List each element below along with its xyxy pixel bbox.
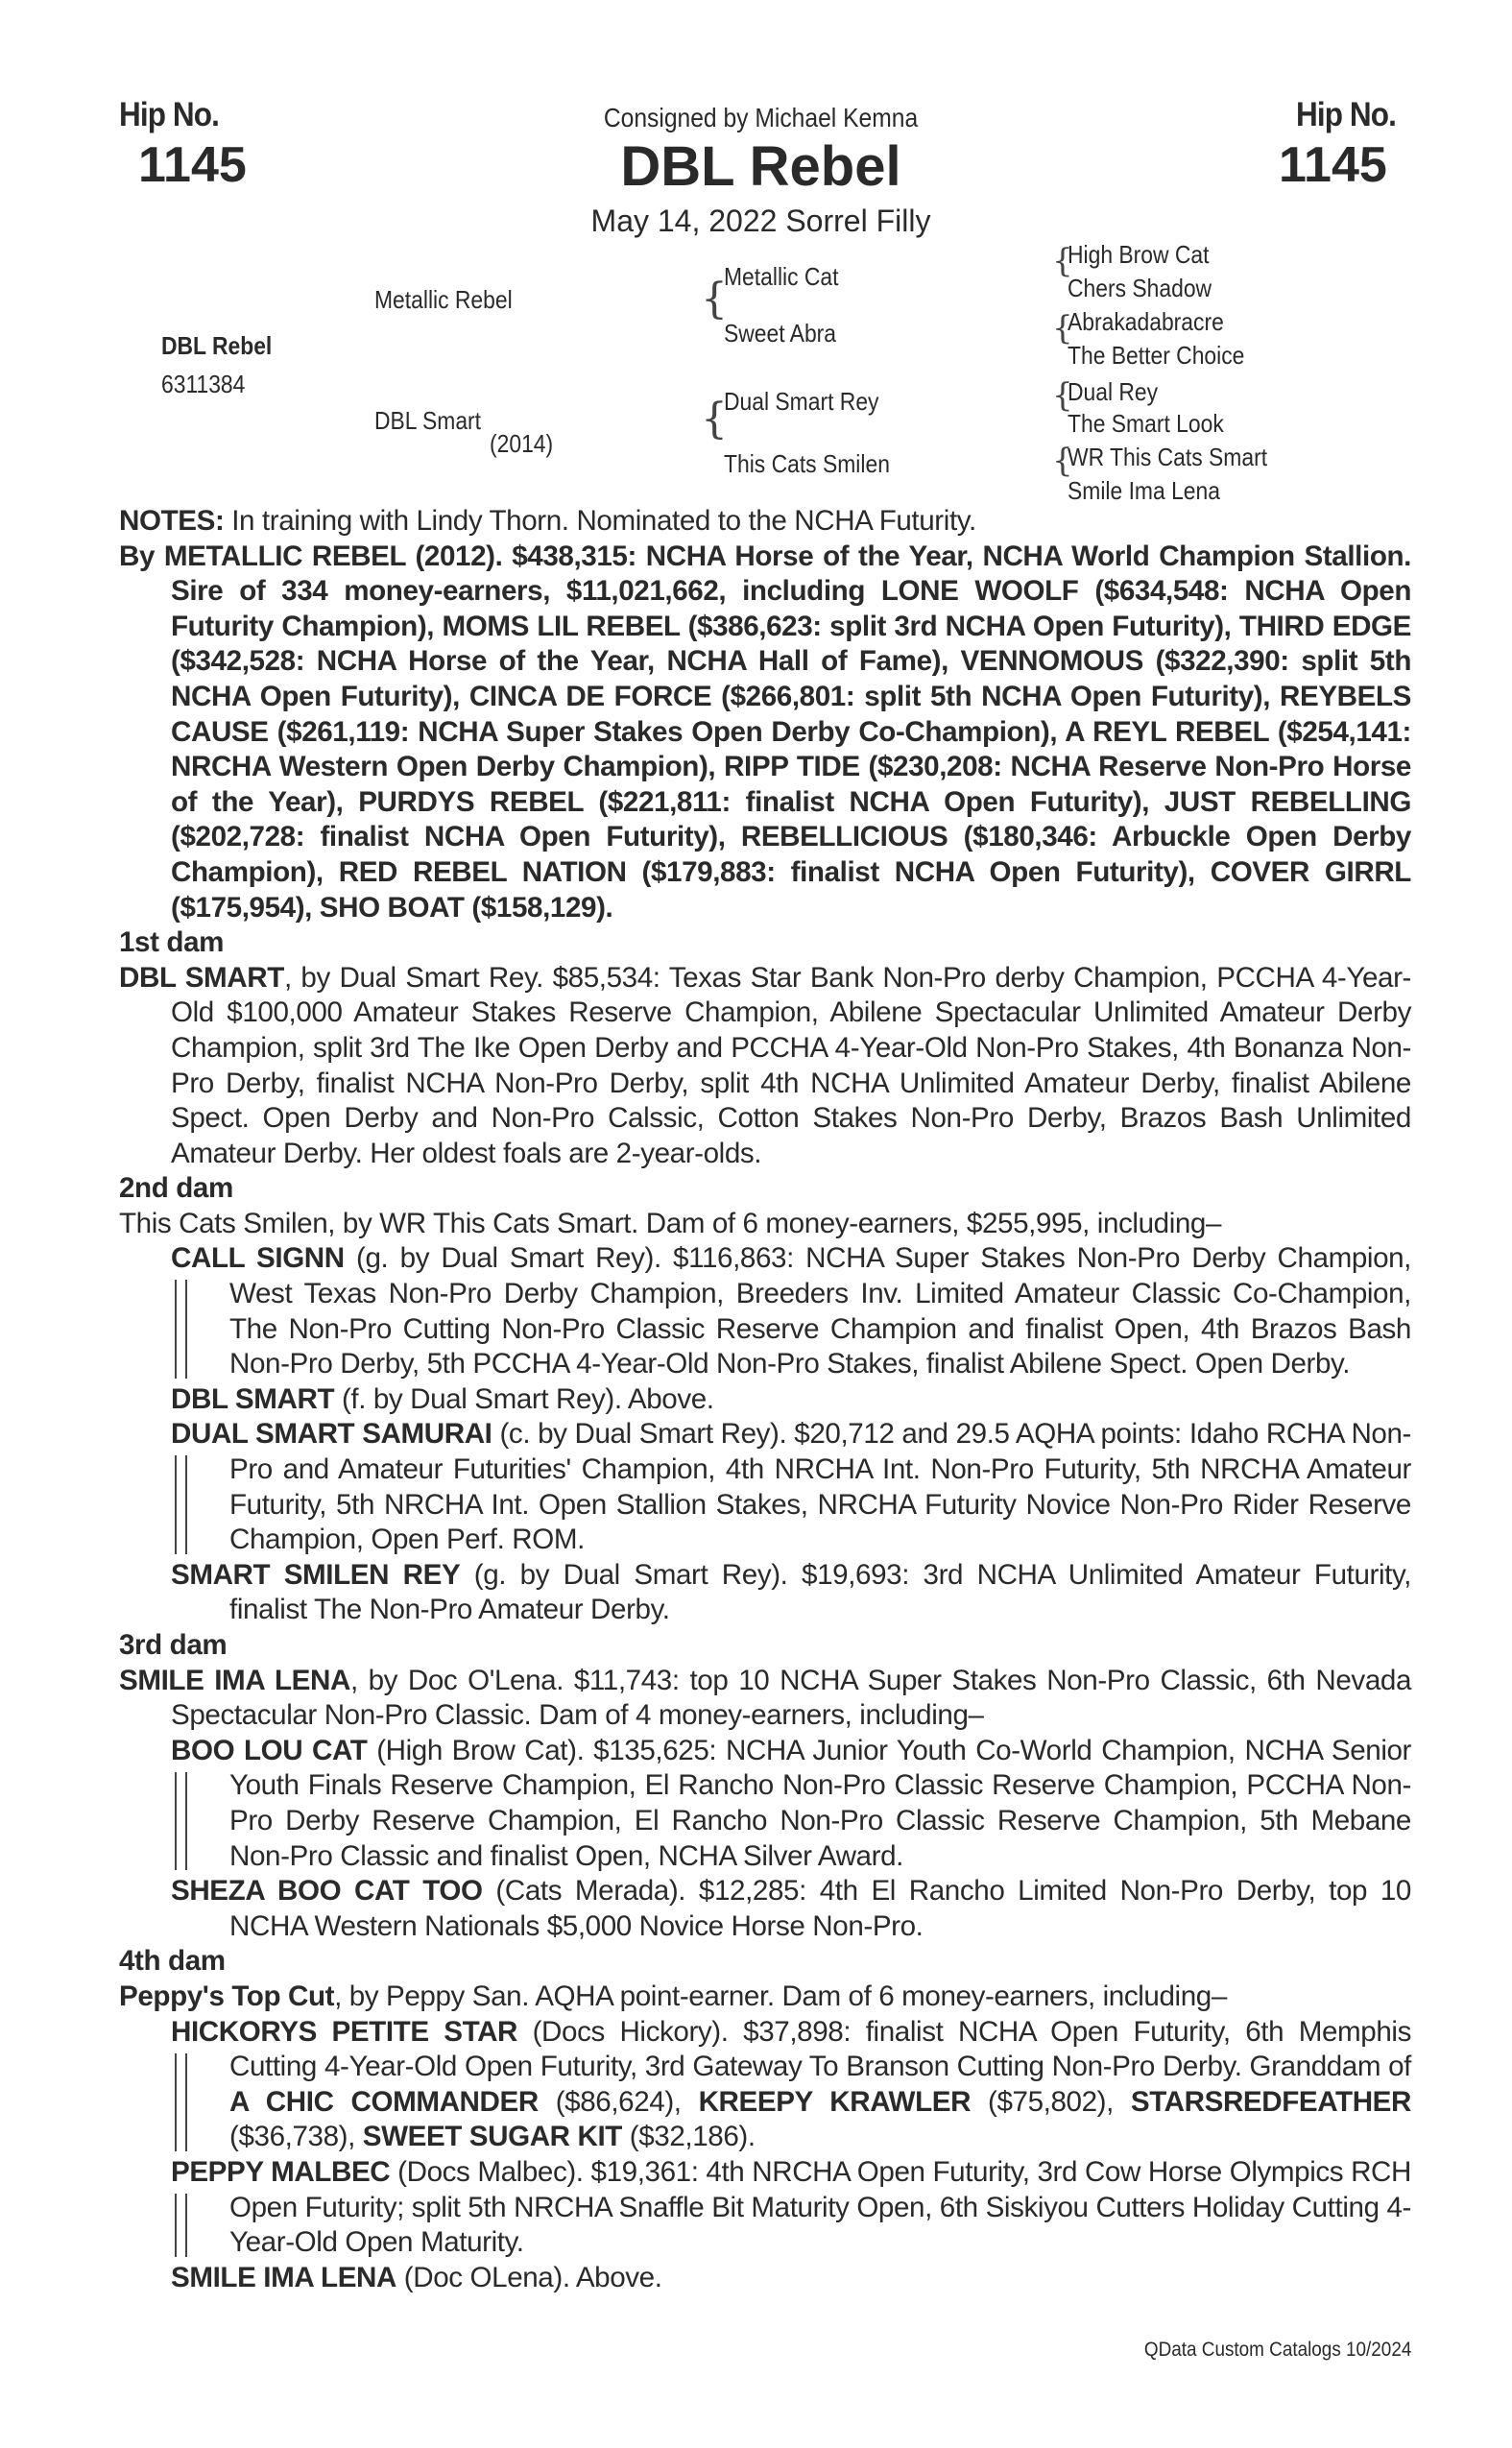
pedigree-g3: Abrakadabracre xyxy=(1068,307,1224,336)
produce-entry xyxy=(119,2261,1411,2296)
produce-name: SMILE IMA LENA xyxy=(171,2261,396,2293)
produce-text: (g. by Dual Smart Rey). $116,863: NCHA Super Stakes Non-Pro Derby Champion, West Texas Non-Pro Derby Champion, Breeders Inv. Limited Amateur Classic Co-Champion, The Non-Pro Cutting Non-Pro Classic Reserve Champion and finalist Open, 4th Brazos Bash Non-Pro Derby, 5th PCCHA 4-Year-Old Non-Pro Stakes, finalist Abilene Spect. Open Derby. xyxy=(229,1242,1412,1380)
registration-number: 6311384 xyxy=(161,370,246,398)
granddam-progeny-text: ($32,186). xyxy=(621,2121,756,2153)
third-dam-name: SMILE IMA LENA xyxy=(119,1664,350,1696)
fourth-dam-entry xyxy=(119,1980,1411,2015)
produce-entry xyxy=(119,2015,1411,2155)
brace-dam: { xyxy=(701,395,728,444)
produce-bar xyxy=(175,2194,187,2257)
pedigree-sire-dam: Sweet Abra xyxy=(724,319,837,348)
brace-g4: { xyxy=(1052,442,1073,480)
produce-bar xyxy=(175,2053,187,2151)
fourth-dam-text: , by Peppy San. AQHA point-earner. Dam of 6 money-earners, including– xyxy=(334,1980,1227,2012)
first-dam-name: DBL SMART xyxy=(119,961,284,994)
granddam-progeny-text: ($75,802), xyxy=(971,2085,1131,2118)
produce-text: (Docs Hickory). $37,898: finalist NCHA Open Futurity, 6th Memphis Cutting 4-Year-Old Open Futurity, 3rd Gateway To Branson Cutting Non-Pro Derby. Granddam of xyxy=(229,2015,1411,2083)
second-dam-intro: This Cats Smilen, by WR This Cats Smart. Dam of 6 money-earners, $255,995, including– xyxy=(119,1207,1222,1239)
hip-number-right: 1145 xyxy=(1279,137,1387,193)
pedigree-sire-sire: Metallic Cat xyxy=(724,262,839,291)
foaling-info: May 14, 2022 Sorrel Filly xyxy=(590,204,931,238)
granddam-progeny-text: ($86,624), xyxy=(538,2085,699,2118)
produce-text: (f. by Dual Smart Rey). Above. xyxy=(334,1382,714,1415)
granddam-progeny-name: STARSREDFEATHER xyxy=(1130,2085,1411,2118)
first-dam-entry xyxy=(119,961,1411,1172)
pedigree-g7: WR This Cats Smart xyxy=(1068,443,1268,471)
third-dam-entry xyxy=(119,1664,1411,1734)
brace-g1: { xyxy=(1052,242,1073,280)
produce-name: CALL SIGNN xyxy=(171,1242,345,1275)
pedigree-g1: High Brow Cat xyxy=(1068,240,1210,269)
pedigree-g4: The Better Choice xyxy=(1068,341,1245,370)
produce-text: (g. by Dual Smart Rey). $19,693: 3rd NCHA Unlimited Amateur Futurity, finalist The Non-Pro Amateur Derby. xyxy=(229,1558,1411,1626)
granddam-progeny-name: SWEET SUGAR KIT xyxy=(362,2121,622,2153)
produce-name: PEPPY MALBEC xyxy=(171,2155,391,2188)
fourth-dam-name: Peppy's Top Cut xyxy=(119,1980,335,2012)
notes xyxy=(119,504,1411,540)
fourth-dam-heading: 4th dam xyxy=(119,1945,226,1978)
pedigree-g8: Smile Ima Lena xyxy=(1068,476,1220,505)
hip-label-right: Hip No. xyxy=(1296,96,1396,133)
second-dam-heading: 2nd dam xyxy=(119,1172,233,1205)
notes-text: In training with Lindy Thorn. Nominated to the NCHA Futurity. xyxy=(224,505,976,537)
catalog-body xyxy=(119,504,1411,2295)
brace-g3: { xyxy=(1052,376,1073,415)
consignor: Consigned by Michael Kemna xyxy=(603,103,919,132)
produce-text: (Cats Merada). $12,285: 4th El Rancho Limited Non-Pro Derby, top 10 NCHA Western Nationals $5,000 Novice Horse Non-Pro. xyxy=(229,1875,1411,1942)
footer-credit: QData Custom Catalogs 10/2024 xyxy=(1143,2339,1411,2361)
produce-bar xyxy=(175,1280,187,1378)
brace-sire: { xyxy=(701,275,728,324)
produce-name: BOO LOU CAT xyxy=(171,1734,368,1766)
pedigree-dam-sire: Dual Smart Rey xyxy=(724,387,879,416)
pedigree-dam: DBL Smart xyxy=(374,406,482,435)
produce-name: SHEZA BOO CAT TOO xyxy=(171,1875,483,1908)
first-dam-heading: 1st dam xyxy=(119,926,225,959)
produce-name: SMART SMILEN REY xyxy=(171,1558,461,1591)
produce-entry xyxy=(119,2155,1411,2261)
pedigree-dam-year: (2014) xyxy=(490,429,554,458)
produce-entry xyxy=(119,1874,1411,1944)
produce-entry xyxy=(119,1417,1411,1557)
produce-name: HICKORYS PETITE STAR xyxy=(171,2015,518,2048)
produce-text: (c. by Dual Smart Rey). $20,712 and 29.5 AQHA points: Idaho RCHA Non-Pro and Amateur Futurities' Champion, 4th NRCHA Int. Non-Pro Futurity, 5th NRCHA Amateur Futurity, 5th NRCHA Int. Open Stallion Stakes, NRCHA Futurity Novice Non-Pro Rider Reserve Champion, Open Perf. ROM. xyxy=(229,1418,1411,1556)
produce-name: DUAL SMART SAMURAI xyxy=(171,1418,492,1451)
third-dam-heading: 3rd dam xyxy=(119,1629,228,1661)
produce-bar xyxy=(175,1772,187,1870)
brace-g2: { xyxy=(1052,309,1073,348)
produce-entry xyxy=(119,1241,1411,1381)
pedigree-sire: Metallic Rebel xyxy=(374,285,513,314)
third-dam-text: , by Doc O'Lena. $11,743: top 10 NCHA Super Stakes Non-Pro Classic, 6th Nevada Spectacular Non-Pro Classic. Dam of 4 money-earners, including– xyxy=(171,1664,1412,1732)
produce-text: (Doc OLena). Above. xyxy=(396,2261,662,2293)
pedigree-subject: DBL Rebel xyxy=(161,331,273,360)
produce-entry xyxy=(119,1734,1411,1874)
sire-summary: By METALLIC REBEL (2012). $438,315: NCHA Horse of the Year, NCHA World Champion Stallion. Sire of 334 money-earners, $11,021,662, including LONE WOOLF ($634,548: NCHA Open Futurity Champion), MOMS LIL REBEL ($386,623: split 3rd NCHA Open Futurity), THIRD EDGE ($342,528: NCHA Horse of the Year, NCHA Hall of Fame), VENNOMOUS ($322,390: split 5th NCHA Open Futurity), CINCA DE FORCE ($266,801: split 5th NCHA Open Futurity), REYBELS CAUSE ($261,119: NCHA Super Stakes Open Derby Co-Champion), A REYL REBEL ($254,141: NRCHA Western Open Derby Champion), RIPP TIDE ($230,208: NCHA Reserve Non-Pro Horse of the Year), PURDYS REBEL ($221,811: finalist NCHA Open Futurity), JUST REBELLING ($202,728: finalist NCHA Open Futurity), REBELLICIOUS ($180,346: Arbuckle Open Derby Champion), RED REBEL NATION ($179,883: finalist NCHA Open Futurity), COVER GIRRL ($175,954), SHO BOAT ($158,129). xyxy=(119,540,1411,924)
notes-label: NOTES: xyxy=(119,505,225,537)
pedigree-g6: The Smart Look xyxy=(1068,409,1224,438)
produce-text: (Docs Malbec). $19,361: 4th NRCHA Open Futurity, 3rd Cow Horse Olympics RCH Open Futurity; split 5th NRCHA Snaffle Bit Maturity Open, 6th Siskiyou Cutters Holiday Cutting 4-Year-Old Open Maturity. xyxy=(229,2155,1411,2259)
pedigree-g2: Chers Shadow xyxy=(1068,274,1212,302)
granddam-progeny-text: ($36,738), xyxy=(229,2121,363,2153)
produce-entry xyxy=(119,1382,1411,1418)
horse-name: DBL Rebel xyxy=(620,135,901,198)
pedigree-g5: Dual Rey xyxy=(1068,377,1159,406)
produce-bar xyxy=(175,1455,187,1553)
first-dam-text: , by Dual Smart Rey. $85,534: Texas Star Bank Non-Pro derby Champion, PCCHA 4-Year-Old $100,000 Amateur Stakes Reserve Champion, Abilene Spectacular Unlimited Amateur Derby Champion, split 3rd The Ike Open Derby and PCCHA 4-Year-Old Non-Pro Stakes, 4th Bonanza Non-Pro Derby, finalist NCHA Non-Pro Derby, split 4th NCHA Unlimited Amateur Derby, finalist Abilene Spect. Open Derby and Non-Pro Calssic, Cotton Stakes Non-Pro Derby, Brazos Bash Unlimited Amateur Derby. Her oldest foals are 2-year-olds. xyxy=(171,961,1411,1169)
produce-entry xyxy=(119,1558,1411,1628)
granddam-progeny-name: KREEPY KRAWLER xyxy=(698,2085,972,2118)
granddam-progeny-name: A CHIC COMMANDER xyxy=(229,2085,539,2118)
hip-label-left: Hip No. xyxy=(119,96,219,133)
produce-text: (High Brow Cat). $135,625: NCHA Junior Youth Co-World Champion, NCHA Senior Youth Finals Reserve Champion, El Rancho Non-Pro Classic Reserve Champion, PCCHA Non-Pro Derby Reserve Champion, El Rancho Non-Pro Classic Reserve Champion, 5th Mebane Non-Pro Classic and finalist Open, NCHA Silver Award. xyxy=(229,1734,1412,1872)
hip-number-left: 1145 xyxy=(138,137,247,193)
pedigree-dam-dam: This Cats Smilen xyxy=(724,449,890,478)
produce-name: DBL SMART xyxy=(171,1382,335,1415)
